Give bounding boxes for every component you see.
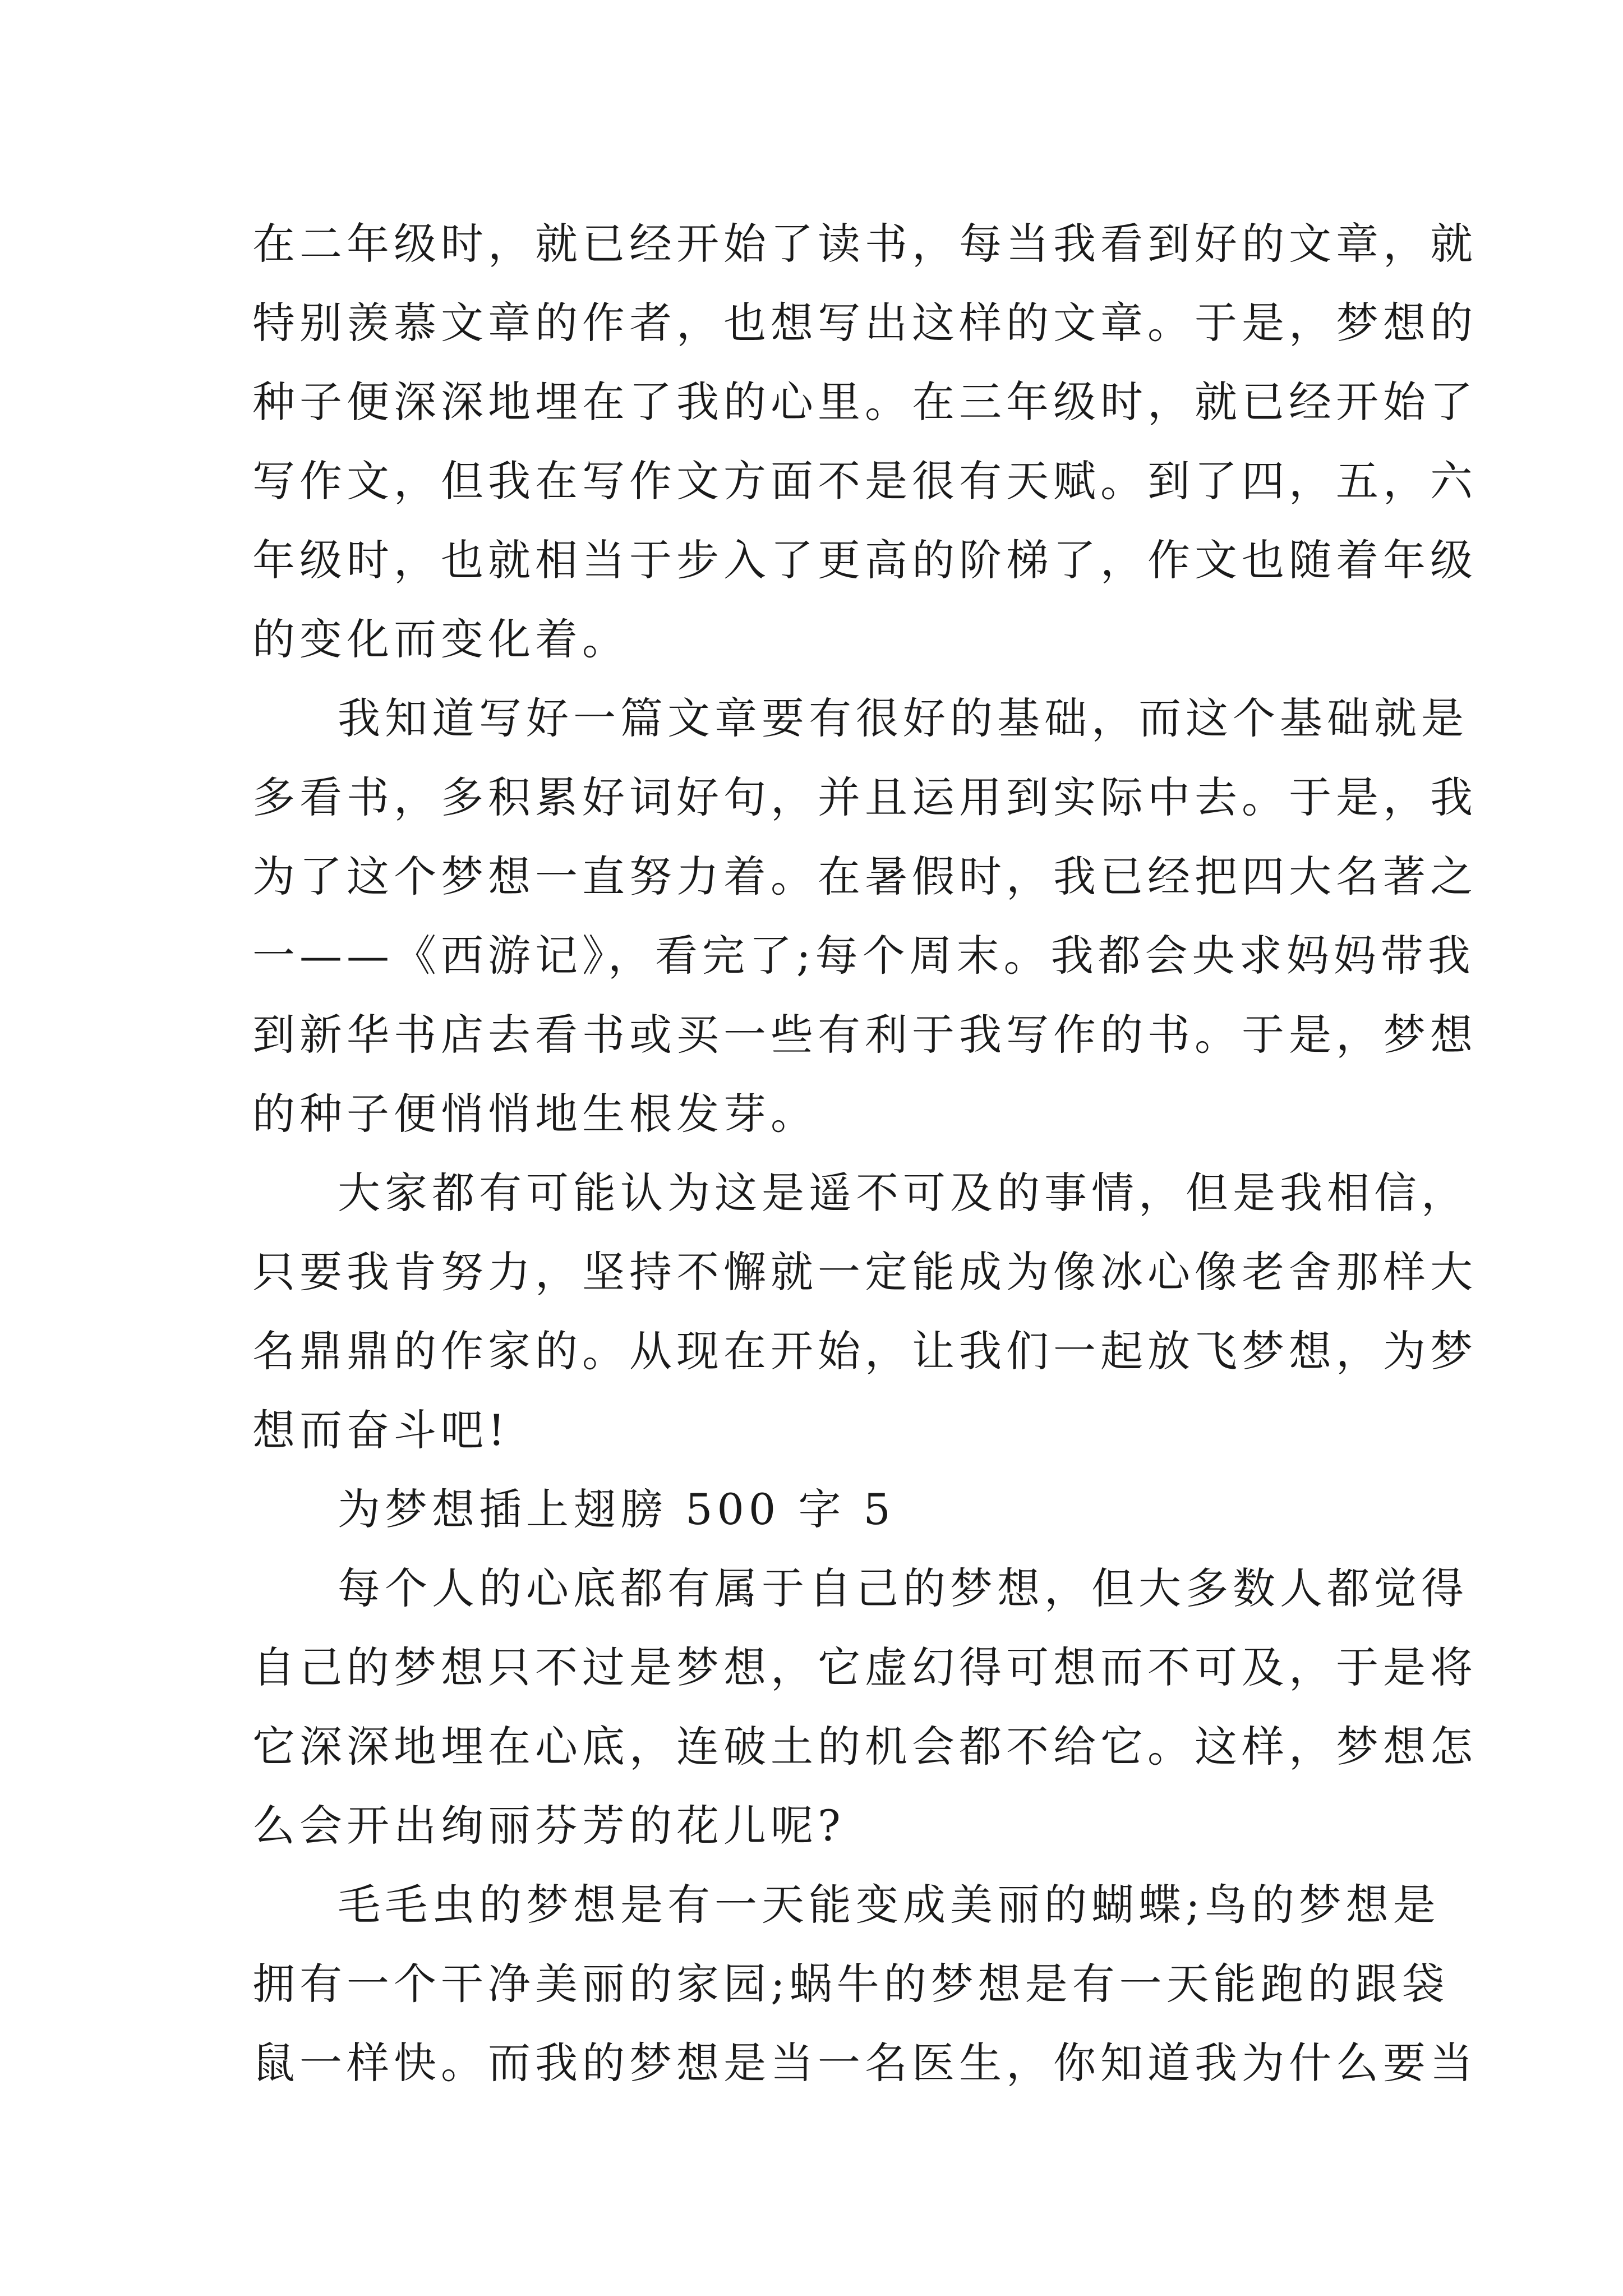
text-line: 在二年级时，就已经开始了读书，每当我看到好的文章，就	[252, 219, 1477, 269]
text-line: 一——《西游记》，看完了;每个周末。我都会央求妈妈带我	[252, 931, 1475, 981]
text-line: 为了这个梦想一直努力着。在暑假时，我已经把四大名著之	[252, 852, 1477, 901]
text-line: 自己的梦想只不过是梦想，它虚幻得可想而不可及，于是将	[252, 1642, 1477, 1692]
text-line: 到新华书店去看书或买一些有利于我写作的书。于是，梦想	[252, 1010, 1477, 1060]
text-line: 鼠一样快。而我的梦想是当一名医生，你知道我为什么要当	[252, 2038, 1477, 2088]
text-line: 大家都有可能认为这是遥不可及的事情，但是我相信，	[338, 1168, 1468, 1218]
section-heading: 为梦想插上翅膀 500 字 5	[338, 1484, 895, 1534]
text-line: 它深深地埋在心底，连破土的机会都不给它。这样，梦想怎	[252, 1722, 1477, 1772]
text-line: 每个人的心底都有属于自己的梦想，但大多数人都觉得	[338, 1563, 1468, 1613]
text-line: 的种子便悄悄地生根发芽。	[252, 1089, 818, 1139]
text-line: 么会开出绚丽芬芳的花儿呢?	[252, 1801, 845, 1851]
text-line: 毛毛虫的梦想是有一天能变成美丽的蝴蝶;鸟的梦想是	[338, 1880, 1440, 1930]
text-line: 想而奋斗吧!	[252, 1405, 510, 1455]
text-line: 特别羡慕文章的作者，也想写出这样的文章。于是，梦想的	[252, 298, 1477, 348]
text-line: 多看书，多积累好词好句，并且运用到实际中去。于是，我	[252, 772, 1477, 822]
text-line: 我知道写好一篇文章要有很好的基础，而这个基础就是	[338, 693, 1468, 743]
text-line: 的变化而变化着。	[252, 614, 629, 664]
text-line: 名鼎鼎的作家的。从现在开始，让我们一起放飞梦想，为梦	[252, 1326, 1477, 1376]
text-line: 只要我肯努力，坚持不懈就一定能成为像冰心像老舍那样大	[252, 1247, 1477, 1297]
text-line: 种子便深深地埋在了我的心里。在三年级时，就已经开始了	[252, 377, 1477, 427]
text-line: 拥有一个干净美丽的家园;蜗牛的梦想是有一天能跑的跟袋	[252, 1959, 1449, 2009]
text-line: 写作文，但我在写作文方面不是很有天赋。到了四，五，六	[252, 456, 1477, 506]
text-line: 年级时，也就相当于步入了更高的阶梯了，作文也随着年级	[252, 535, 1477, 585]
